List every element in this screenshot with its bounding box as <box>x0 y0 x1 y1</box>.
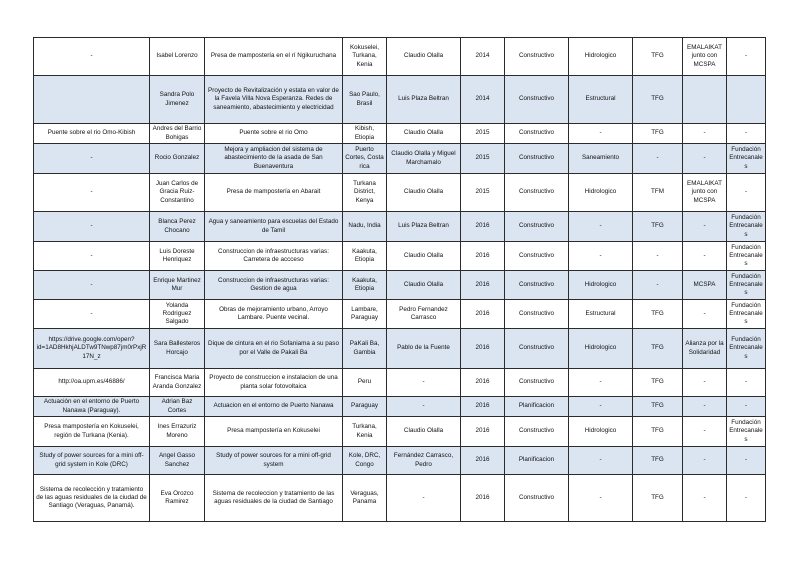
cell-tutor: Fernández Carrasco, Pedro <box>387 447 461 475</box>
cell-degree-type: TFG <box>633 124 683 144</box>
cell-funding <box>727 76 766 124</box>
cell-year: 2016 <box>461 329 505 369</box>
cell-year: 2015 <box>461 174 505 212</box>
cell-project-type: Planificacion <box>505 447 569 475</box>
cell-author: Adrian Baz Cortes <box>150 397 205 417</box>
cell-degree-type: TFG <box>633 300 683 329</box>
cell-author: Blanca Perez Chocano <box>150 212 205 242</box>
cell-tutor: Claudio Olalla <box>387 417 461 447</box>
cell-description-or-link: - <box>34 242 150 271</box>
cell-year: 2016 <box>461 417 505 447</box>
cell-partner-organization: Alianza por la Solidaridad <box>683 329 727 369</box>
cell-description-or-link: Actuación en el entorno de Puerto Nanawa (Paraguay). <box>34 397 150 417</box>
cell-author: Luis Doreste Henriquez <box>150 242 205 271</box>
cell-project-title: Study of power sources for a mini off-grid system <box>205 447 343 475</box>
cell-degree-type: TFG <box>633 38 683 76</box>
cell-project-title: Dique de cintura en el rio Sofaniama a su paso por el Valle de Pakali Ba <box>205 329 343 369</box>
cell-tutor: Claudio Olalla <box>387 124 461 144</box>
cell-location: Kokuselei, Turkana, Kenia <box>343 38 387 76</box>
cell-project-type: Constructivo <box>505 417 569 447</box>
table-row <box>34 242 766 271</box>
cell-tutor: - <box>387 475 461 522</box>
cell-project-type: Constructivo <box>505 329 569 369</box>
table-row <box>34 329 766 369</box>
cell-specialty: Saneamiento <box>569 144 633 174</box>
cell-partner-organization <box>683 76 727 124</box>
cell-project-title: Proyecto de construccion e instalacion de una planta solar fotovoltaica <box>205 369 343 397</box>
cell-project-type: Constructivo <box>505 174 569 212</box>
cell-location: Turkana, Kenia <box>343 417 387 447</box>
cell-location: Veraguas, Panama <box>343 475 387 522</box>
cell-degree-type: TFG <box>633 397 683 417</box>
cell-tutor: Luis Plaza Beltran <box>387 76 461 124</box>
table-row <box>34 417 766 447</box>
cell-project-title: Puente sobre el rio Omo <box>205 124 343 144</box>
cell-funding: - <box>727 369 766 397</box>
cell-description-or-link[interactable]: https://drive.google.com/open?id=1AD8HkhjALDTw9TNwp87jm0rPxjR17N_z <box>34 329 150 369</box>
cell-specialty: - <box>569 369 633 397</box>
table-row <box>34 475 766 522</box>
cell-tutor: Pablo de la Fuente <box>387 329 461 369</box>
cell-funding: Fundación Entrecanales <box>727 212 766 242</box>
cell-project-type: Constructivo <box>505 76 569 124</box>
table-row <box>34 144 766 174</box>
cell-tutor: Claudio Olalla <box>387 242 461 271</box>
cell-specialty: - <box>569 397 633 417</box>
table-row <box>34 174 766 212</box>
cell-year: 2016 <box>461 271 505 300</box>
cell-tutor: Claudio Olalla y Miguel Marchamalo <box>387 144 461 174</box>
cell-specialty: - <box>569 447 633 475</box>
cell-year: 2014 <box>461 76 505 124</box>
cell-author: Sandra Polo Jimenez <box>150 76 205 124</box>
cell-project-title: Obras de mejoramiento urbano, Arroyo Lambare. Puente vecinal. <box>205 300 343 329</box>
cell-description-or-link: - <box>34 144 150 174</box>
cell-description-or-link: Sistema de recolección y tratamiento de las aguas residuales de la ciudad de Santiago (Veraguas, Panamá). <box>34 475 150 522</box>
cell-partner-organization: MCSPA <box>683 271 727 300</box>
cell-description-or-link: - <box>34 271 150 300</box>
cell-degree-type: - <box>633 144 683 174</box>
cell-project-title: Agua y saneamiento para escuelas del Estado de Tamil <box>205 212 343 242</box>
cell-project-title: Presa mampostería en Kokuselei <box>205 417 343 447</box>
cell-partner-organization: - <box>683 397 727 417</box>
cell-specialty: - <box>569 212 633 242</box>
cell-location: Lambare, Paraguay <box>343 300 387 329</box>
cell-partner-organization: EMALAIKAT junto con MCSPA <box>683 174 727 212</box>
projects-table <box>33 37 766 522</box>
table-row <box>34 271 766 300</box>
cell-partner-organization: - <box>683 144 727 174</box>
cell-partner-organization: - <box>683 475 727 522</box>
cell-specialty: Hidrologico <box>569 174 633 212</box>
cell-year: 2015 <box>461 144 505 174</box>
cell-tutor: Claudio Olalla <box>387 271 461 300</box>
cell-project-type: Constructivo <box>505 300 569 329</box>
cell-author: Ines Errazuriz Moreno <box>150 417 205 447</box>
cell-year: 2016 <box>461 447 505 475</box>
cell-project-type: Constructivo <box>505 144 569 174</box>
cell-project-title: Presa de mampostería en el rí Ngikuruchana <box>205 38 343 76</box>
cell-year: 2015 <box>461 124 505 144</box>
cell-description-or-link: Puente sobre el rio Omo-Kibish <box>34 124 150 144</box>
cell-degree-type: - <box>633 242 683 271</box>
cell-partner-organization: - <box>683 124 727 144</box>
cell-author: Sara Ballesteros Horcajo <box>150 329 205 369</box>
table-row <box>34 300 766 329</box>
cell-degree-type: TFG <box>633 212 683 242</box>
cell-description-or-link: - <box>34 212 150 242</box>
cell-project-type: Planificacion <box>505 397 569 417</box>
cell-funding: Fundación Entrecanales <box>727 329 766 369</box>
cell-location: Kole, DRC, Congo <box>343 447 387 475</box>
table-row <box>34 124 766 144</box>
cell-description-or-link: Presa mampostería en Kokuselei, región de Turkana (Kenia). <box>34 417 150 447</box>
cell-funding: - <box>727 38 766 76</box>
cell-location: Paraguay <box>343 397 387 417</box>
cell-partner-organization: - <box>683 417 727 447</box>
table-body <box>34 38 766 522</box>
cell-location: Peru <box>343 369 387 397</box>
cell-project-type: Constructivo <box>505 271 569 300</box>
cell-funding: - <box>727 174 766 212</box>
cell-funding: Fundación Entrecanales <box>727 417 766 447</box>
cell-year: 2016 <box>461 475 505 522</box>
cell-author: Angel Gasso Sanchez <box>150 447 205 475</box>
cell-location: Puerto Cortes, Costa rica <box>343 144 387 174</box>
cell-description-or-link[interactable]: http://oa.upm.es/46886/ <box>34 369 150 397</box>
cell-partner-organization: - <box>683 242 727 271</box>
cell-partner-organization: - <box>683 447 727 475</box>
cell-location: Kaakuta, Etiopia <box>343 271 387 300</box>
cell-year: 2016 <box>461 369 505 397</box>
cell-funding: - <box>727 475 766 522</box>
cell-tutor: Pedro Fernandez Carrasco <box>387 300 461 329</box>
cell-degree-type: TFG <box>633 329 683 369</box>
cell-degree-type: TFG <box>633 76 683 124</box>
cell-author: Isabel Lorenzo <box>150 38 205 76</box>
cell-funding: - <box>727 447 766 475</box>
cell-funding: Fundación Entrecanales <box>727 144 766 174</box>
cell-project-type: Constructivo <box>505 369 569 397</box>
table-row <box>34 38 766 76</box>
cell-author: Andres del Barrio Bohigas <box>150 124 205 144</box>
cell-project-title: Construccion de infraestructuras varias: Carretera de accceso <box>205 242 343 271</box>
table-row <box>34 447 766 475</box>
cell-project-type: Constructivo <box>505 475 569 522</box>
cell-degree-type: - <box>633 271 683 300</box>
cell-funding: Fundación Entrecanales <box>727 300 766 329</box>
cell-specialty: Hidrologico <box>569 271 633 300</box>
cell-year: 2016 <box>461 397 505 417</box>
cell-author: Rocio Gonzalez <box>150 144 205 174</box>
cell-location: Turkana District, Kenya <box>343 174 387 212</box>
cell-location: Nadu, India <box>343 212 387 242</box>
cell-author: Francisca Maria Aranda Gonzalez <box>150 369 205 397</box>
cell-project-type: Constructivo <box>505 242 569 271</box>
cell-author: Enrique Martinez Mur <box>150 271 205 300</box>
table-row <box>34 369 766 397</box>
cell-project-type: Constructivo <box>505 212 569 242</box>
cell-tutor: Claudio Olalla <box>387 38 461 76</box>
cell-location: Kaakuta, Etiopia <box>343 242 387 271</box>
cell-tutor: Claudio Olalla <box>387 174 461 212</box>
table-row <box>34 76 766 124</box>
cell-project-title: Proyecto de Revitalización y estata en valor de la Favela Villa Nova Esperanza. Redes de saneamiento, abastecimiento y electricidad <box>205 76 343 124</box>
cell-description-or-link: - <box>34 174 150 212</box>
cell-degree-type: TFG <box>633 475 683 522</box>
cell-degree-type: TFM <box>633 174 683 212</box>
cell-partner-organization: - <box>683 369 727 397</box>
cell-year: 2014 <box>461 38 505 76</box>
cell-author: Yolanda Rodriguez Salgado <box>150 300 205 329</box>
cell-specialty: Hidrologico <box>569 329 633 369</box>
cell-specialty: - <box>569 475 633 522</box>
cell-location: PaKali Ba, Gambia <box>343 329 387 369</box>
cell-year: 2016 <box>461 242 505 271</box>
cell-specialty: Estructural <box>569 76 633 124</box>
cell-year: 2016 <box>461 300 505 329</box>
cell-project-title: Presa de mampostería en Abarait <box>205 174 343 212</box>
cell-location: Kibish, Etiopia <box>343 124 387 144</box>
cell-partner-organization: - <box>683 212 727 242</box>
cell-degree-type: TFG <box>633 447 683 475</box>
cell-specialty: - <box>569 242 633 271</box>
cell-specialty: Hidrologico <box>569 417 633 447</box>
cell-author: Eva Orozco Ramirez <box>150 475 205 522</box>
cell-description-or-link <box>34 76 150 124</box>
cell-year: 2016 <box>461 212 505 242</box>
cell-description-or-link: - <box>34 300 150 329</box>
cell-funding: - <box>727 124 766 144</box>
table-row <box>34 397 766 417</box>
cell-specialty: - <box>569 124 633 144</box>
cell-tutor: - <box>387 397 461 417</box>
cell-description-or-link: - <box>34 38 150 76</box>
cell-partner-organization: - <box>683 300 727 329</box>
cell-project-type: Constructivo <box>505 38 569 76</box>
cell-description-or-link: Study of power sources for a mini off-grid system in Kole (DRC) <box>34 447 150 475</box>
table-row <box>34 212 766 242</box>
cell-partner-organization: EMALAIKAT junto con MCSPA <box>683 38 727 76</box>
cell-project-title: Actuacion en el entorno de Puerto Nanawa <box>205 397 343 417</box>
cell-project-title: Construccion de infraestructuras varias: Gestion de agua <box>205 271 343 300</box>
cell-location: Sao Paulo, Brasil <box>343 76 387 124</box>
cell-project-title: Mejora y ampliacion del sistema de abastecimiento de la asada de San Buenaventura <box>205 144 343 174</box>
cell-specialty: Hidrologico <box>569 38 633 76</box>
cell-project-title: Sistema de recoleccion y tratamiento de las aguas residuales de la ciudad de Santiago <box>205 475 343 522</box>
cell-funding: - <box>727 397 766 417</box>
cell-author: Juan Carlos de Gracia Ruiz-Constantino <box>150 174 205 212</box>
cell-tutor: - <box>387 369 461 397</box>
cell-degree-type: TFG <box>633 417 683 447</box>
cell-project-type: Constructivo <box>505 124 569 144</box>
cell-specialty: Estructural <box>569 300 633 329</box>
cell-funding: Fundación Entrecanales <box>727 242 766 271</box>
cell-degree-type: TFG <box>633 369 683 397</box>
cell-funding: Fundación Entrecanales <box>727 271 766 300</box>
cell-tutor: Luis Plaza Beltran <box>387 212 461 242</box>
